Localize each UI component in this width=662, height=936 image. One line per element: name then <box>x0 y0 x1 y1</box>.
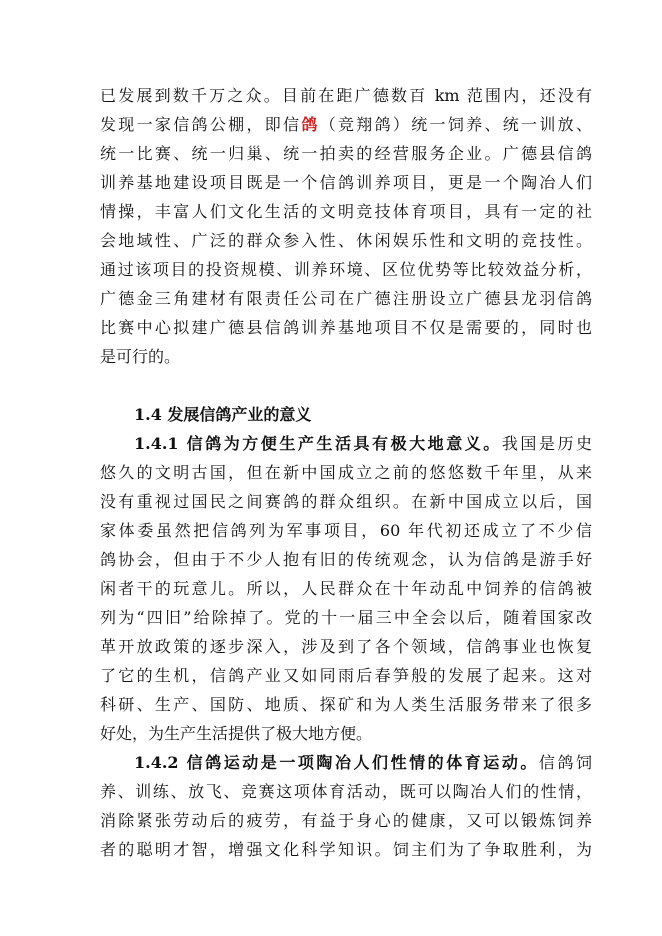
para1-line-10: 是可行的。 <box>100 347 181 366</box>
para1-line-9: 比赛中心拟建广德县信鸽训养基地项目不仅是需要的，同时也 <box>100 318 592 337</box>
para1-line-3: 统一比赛、统一归巢、统一拍卖的经营服务企业。广德县信鸽 <box>100 144 592 163</box>
para3-line-2: 养、训练、放飞、竞赛这项体育活动，既可以陶冶人们的性情， <box>100 782 592 801</box>
para2-line-4: 家体委虽然把信鸽列为军事项目，60 年代初还成立了不少信 <box>100 521 592 540</box>
para2-title: 1.4.1 信鸽为方便生产生活具有极大地意义。 <box>134 434 502 453</box>
para3-line-1 <box>134 753 592 773</box>
para1-line-5: 情操，丰富人们文化生活的文明竞技体育项目，具有一定的社 <box>100 202 592 221</box>
para2-line-1 <box>134 434 592 454</box>
para1-line-8: 广德金三角建材有限责任公司在广德注册设立广德县龙羽信鸽 <box>100 289 592 308</box>
para2-line-7: 列为“四旧”给除掉了。党的十一届三中全会以后，随着国家改 <box>100 608 592 627</box>
highlighted-character: 鸽 <box>301 115 320 134</box>
para1-line-1: 已发展到数千万之众。目前在距广德数百 km 范围内，还没有 <box>100 86 592 105</box>
para2-line-11: 好处，为生产生活提供了极大地方便。 <box>100 724 373 743</box>
para1-line-2-text-b: （竞翔鸽）统一饲养、统一训放、 <box>319 115 592 134</box>
section-heading: 1.4 发展信鸽产业的意义 <box>134 405 312 424</box>
para2-line-9: 了它的生机，信鸽产业又如同雨后春笋般的发展了起来。这对 <box>100 666 592 685</box>
para1-line-2-text-a: 发现一家信鸽公棚，即信 <box>100 115 302 134</box>
para1-line-4: 训养基地建设项目既是一个信鸽训养项目，更是一个陶冶人们 <box>100 173 592 192</box>
para2-line-1-tail: 我国是历史 <box>501 434 592 453</box>
para2-line-5: 鸽协会，但由于不少人抱有旧的传统观念，认为信鸽是游手好 <box>100 550 592 569</box>
para3-title: 1.4.2 信鸽运动是一项陶冶人们性情的体育运动。 <box>134 753 539 772</box>
para1-line-2 <box>100 115 592 135</box>
para1-line-6: 会地域性、广泛的群众参入性、休闲娱乐性和文明的竞技性。 <box>100 231 592 250</box>
para2-line-6: 闲者干的玩意儿。所以，人民群众在十年动乱中饲养的信鸽被 <box>100 579 592 598</box>
para2-line-3: 没有重视过国民之间赛鸽的群众组织。在新中国成立以后，国 <box>100 492 592 511</box>
para2-line-2: 悠久的文明古国，但在新中国成立之前的悠悠数千年里，从来 <box>100 463 592 482</box>
para2-line-10: 科研、生产、国防、地质、探矿和为人类生活服务带来了很多 <box>100 695 592 714</box>
para3-line-3: 消除紧张劳动后的疲劳，有益于身心的健康，又可以锻炼饲养 <box>100 811 592 830</box>
para3-line-1-tail: 信鸽饲 <box>538 753 592 772</box>
para3-line-4: 者的聪明才智，增强文化科学知识。饲主们为了争取胜利，为 <box>100 840 592 859</box>
para1-line-7: 通过该项目的投资规模、训养环境、区位优势等比较效益分析， <box>100 260 592 279</box>
para2-line-8: 革开放政策的逐步深入，涉及到了各个领域，信鸽事业也恢复 <box>100 637 592 656</box>
